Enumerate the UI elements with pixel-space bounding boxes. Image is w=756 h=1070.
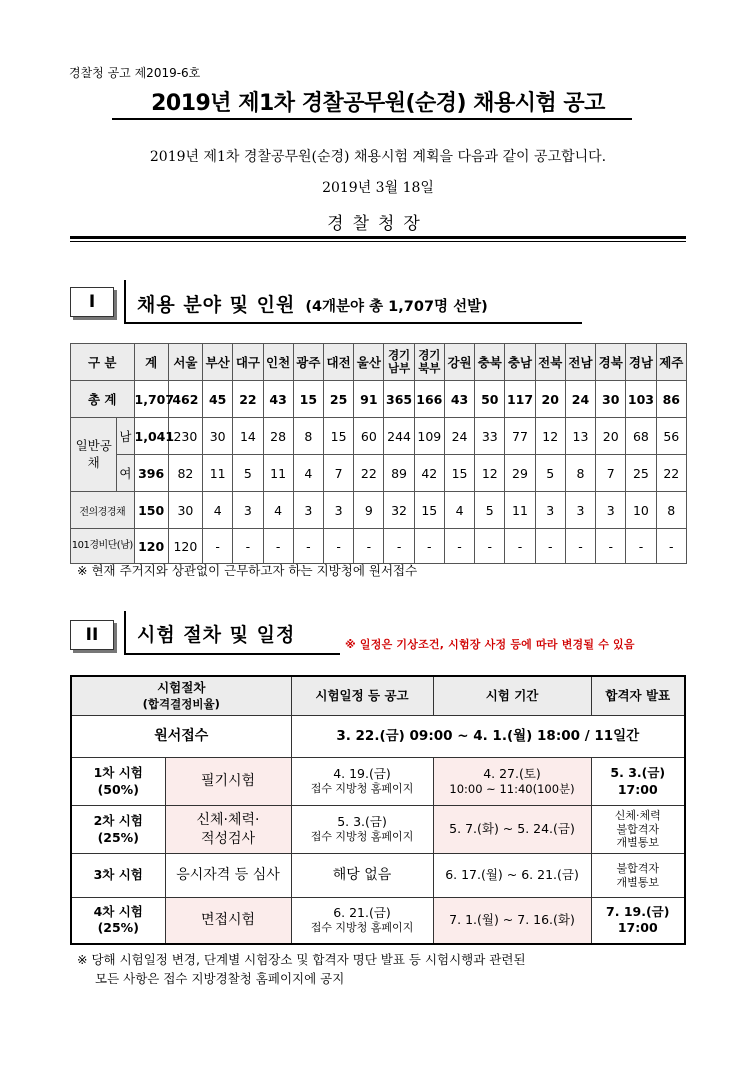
table-cell: - [565, 529, 595, 564]
application-label: 원서접수 [71, 716, 291, 758]
stage-ratio: (50%) [97, 781, 139, 797]
table-header-cell: 부산 [203, 344, 233, 381]
row-total-cell: 1,707 [134, 381, 168, 418]
result-date: 7. 19.(금) [606, 904, 670, 919]
section-subtitle: (4개분야 총 1,707명 선발) [305, 299, 488, 315]
guard101-row [71, 529, 687, 564]
table-header-cell: 시험일정 등 공고 [291, 676, 433, 716]
result-cell [591, 758, 685, 806]
result-line: 신체·체력 [614, 808, 661, 822]
table-cell: 86 [656, 381, 686, 418]
section-title: 시험 절차 및 일정 [137, 624, 296, 646]
notice-cell [291, 758, 433, 806]
table-cell: - [444, 529, 474, 564]
table-cell: 15 [444, 455, 474, 492]
table-cell: 120 [168, 529, 202, 564]
stage-cell [71, 758, 165, 806]
period-cell: 7. 1.(월) ~ 7. 16.(화) [433, 898, 591, 944]
table-cell: 13 [565, 418, 595, 455]
application-period: 3. 22.(금) 09:00 ~ 4. 1.(월) 18:00 / 11일간 [291, 716, 685, 758]
table-cell: 8 [293, 418, 323, 455]
result-time: 17:00 [617, 781, 658, 797]
table-header-cell: 대전 [323, 344, 353, 381]
row-total-cell: 396 [134, 455, 168, 492]
table-header-cell: 구 분 [71, 344, 135, 381]
table-cell: 11 [505, 492, 535, 529]
table-cell: 3 [233, 492, 263, 529]
section-title: 채용 분야 및 인원 [137, 294, 296, 316]
table-cell: 43 [263, 381, 293, 418]
table-header-cell: 시험 기간 [433, 676, 591, 716]
application-note: ※ 현재 주거지와 상관없이 근무하고자 하는 지방청에 원서접수 [77, 563, 418, 578]
table-cell: 462 [168, 381, 202, 418]
table-cell: - [414, 529, 444, 564]
row-total-cell: 1,041 [134, 418, 168, 455]
row-label: 여 [117, 455, 134, 492]
general-recruit-label: 일반공채 [71, 418, 117, 492]
table-header-cell: 충남 [505, 344, 535, 381]
table-header-cell: 울산 [354, 344, 384, 381]
table-cell: 25 [626, 455, 656, 492]
table-cell: 244 [384, 418, 414, 455]
intro-text: 2019년 제1차 경찰공무원(순경) 채용시험 계획을 다음과 같이 공고합니다. [149, 149, 607, 165]
table-cell: 7 [323, 455, 353, 492]
period-cell [433, 758, 591, 806]
table-header-cell: 인천 [263, 344, 293, 381]
notice-date: 4. 19.(금) [333, 766, 391, 782]
result-date: 5. 3.(금) [610, 765, 666, 781]
table-cell: 4 [293, 455, 323, 492]
title-underline [112, 118, 632, 120]
table-cell: 3 [565, 492, 595, 529]
stage-name: 3차 시험 [71, 854, 165, 898]
result-cell [591, 806, 685, 854]
table-cell: 82 [168, 455, 202, 492]
table-cell: 68 [626, 418, 656, 455]
stage-row [71, 758, 685, 806]
table-header-cell: 전북 [535, 344, 565, 381]
table-cell: 3 [293, 492, 323, 529]
table-cell: 32 [384, 492, 414, 529]
table-cell: 30 [203, 418, 233, 455]
table-cell: 3 [323, 492, 353, 529]
table-cell: 109 [414, 418, 444, 455]
table-cell: 14 [233, 418, 263, 455]
table-cell: 91 [354, 381, 384, 418]
table-header-cell: 경기남부 [384, 344, 414, 381]
table-cell: 29 [505, 455, 535, 492]
table-cell: 50 [475, 381, 505, 418]
stage-type [165, 806, 291, 854]
notice-number: 경찰청 공고 제2019-6호 [69, 66, 201, 80]
table-cell: 30 [596, 381, 626, 418]
table-cell: 24 [565, 381, 595, 418]
table-cell: 89 [384, 455, 414, 492]
table-cell: - [656, 529, 686, 564]
table-cell: 12 [475, 455, 505, 492]
table-cell: 166 [414, 381, 444, 418]
note-line: ※ 당해 시험일정 변경, 단계별 시험장소 및 합격자 명단 발표 등 시험시행과 관련된 [77, 952, 526, 967]
stage-cell [71, 898, 165, 944]
table-cell: 3 [535, 492, 565, 529]
table-cell: 5 [233, 455, 263, 492]
stage-type: 면접시험 [165, 898, 291, 944]
result-time: 17:00 [617, 920, 658, 936]
row-label: 남 [117, 418, 134, 455]
table-header-cell: 제주 [656, 344, 686, 381]
divider [70, 236, 686, 239]
section-number-badge: I [70, 287, 114, 317]
table-cell: 103 [626, 381, 656, 418]
stage-cell [71, 806, 165, 854]
table-cell: - [596, 529, 626, 564]
table-cell: 365 [384, 381, 414, 418]
schedule-table [70, 675, 686, 945]
table-cell: 12 [535, 418, 565, 455]
table-header-cell: 서울 [168, 344, 202, 381]
table-cell: 20 [596, 418, 626, 455]
table-cell: 24 [444, 418, 474, 455]
table-header-cell [71, 676, 291, 716]
period-date: 4. 27.(토) [483, 765, 541, 781]
row-label: 총 계 [71, 381, 135, 418]
section-number-badge: II [70, 620, 114, 650]
table-cell: - [626, 529, 656, 564]
table-cell: 22 [656, 455, 686, 492]
table-cell: 45 [203, 381, 233, 418]
table-cell: - [384, 529, 414, 564]
announcement-note [77, 950, 526, 989]
table-cell: 117 [505, 381, 535, 418]
stage-type-line: 신체·체력· [196, 812, 260, 829]
table-cell: - [203, 529, 233, 564]
table-cell: 22 [354, 455, 384, 492]
notice-date: 6. 21.(금) [333, 904, 391, 920]
table-cell: 60 [354, 418, 384, 455]
notice-cell [291, 898, 433, 944]
row-total-cell: 120 [134, 529, 168, 564]
table-cell: - [263, 529, 293, 564]
table-cell: 77 [505, 418, 535, 455]
result-cell [591, 898, 685, 944]
result-line: 개별통보 [616, 875, 660, 889]
row-label: 전의경경채 [71, 492, 135, 529]
stage-name: 4차 시험 [93, 904, 143, 919]
stage-type: 필기시험 [165, 758, 291, 806]
table-cell: - [323, 529, 353, 564]
result-line: 불합격자 [616, 822, 660, 836]
page-title: 2019년 제1차 경찰공무원(순경) 채용시험 공고 [151, 91, 605, 116]
stage-ratio: (25%) [97, 829, 139, 845]
note-line: 모든 사항은 접수 지방경찰청 홈페이지에 공지 [95, 971, 345, 987]
result-line: 불합격자 [616, 861, 660, 875]
row-label: 101경비단(남) [71, 529, 135, 564]
result-cell [591, 854, 685, 898]
table-cell: 15 [323, 418, 353, 455]
notice-place: 접수 지방청 홈페이지 [310, 921, 414, 935]
table-cell: 8 [656, 492, 686, 529]
stage-row [71, 806, 685, 854]
stage-name: 1차 시험 [93, 765, 143, 781]
table-header-cell: 충북 [475, 344, 505, 381]
table-cell: 4 [444, 492, 474, 529]
table-cell: 20 [535, 381, 565, 418]
male-row [71, 418, 687, 455]
table-header-row [71, 676, 685, 716]
total-row [71, 381, 687, 418]
table-cell: - [535, 529, 565, 564]
table-cell: 7 [596, 455, 626, 492]
table-header-cell: 경기북부 [414, 344, 444, 381]
table-cell: 25 [323, 381, 353, 418]
table-cell: 42 [414, 455, 444, 492]
stage-row [71, 898, 685, 944]
stage-row [71, 854, 685, 898]
divider [70, 241, 686, 242]
stage-name: 2차 시험 [93, 813, 143, 829]
issuer: 경찰청장 [327, 214, 429, 234]
notice-cell: 해당 없음 [291, 854, 433, 898]
table-header-cell: 경북 [596, 344, 626, 381]
application-row [71, 716, 685, 758]
table-cell: 43 [444, 381, 474, 418]
table-header-cell: 강원 [444, 344, 474, 381]
stage-ratio: (25%) [97, 920, 139, 936]
table-cell: 22 [233, 381, 263, 418]
period-time: 10:00 ~ 11:40(100분) [449, 782, 575, 797]
period-cell: 6. 17.(월) ~ 6. 21.(금) [433, 854, 591, 898]
table-cell: 10 [626, 492, 656, 529]
stage-type: 응시자격 등 심사 [165, 854, 291, 898]
table-cell: - [233, 529, 263, 564]
notice-place: 접수 지방청 홈페이지 [310, 782, 414, 796]
transfer-row [71, 492, 687, 529]
table-cell: - [475, 529, 505, 564]
period-cell: 5. 7.(화) ~ 5. 24.(금) [433, 806, 591, 854]
table-cell: - [293, 529, 323, 564]
header-text: 시험절차 [157, 680, 206, 696]
table-cell: 5 [475, 492, 505, 529]
table-cell: 15 [414, 492, 444, 529]
result-line: 개별통보 [616, 836, 660, 850]
row-total-cell: 150 [134, 492, 168, 529]
table-header-cell: 계 [134, 344, 168, 381]
table-cell: 15 [293, 381, 323, 418]
section-heading [137, 290, 488, 317]
notice-cell [291, 806, 433, 854]
table-header-cell: 전남 [565, 344, 595, 381]
female-row [71, 455, 687, 492]
table-header-cell: 합격자 발표 [591, 676, 685, 716]
notice-date: 5. 3.(금) [337, 814, 387, 830]
table-cell: 11 [263, 455, 293, 492]
header-subtext: (합격결정비율) [142, 696, 220, 711]
table-cell: 33 [475, 418, 505, 455]
table-cell: 56 [656, 418, 686, 455]
table-cell: 4 [203, 492, 233, 529]
table-cell: - [505, 529, 535, 564]
notice-place: 접수 지방청 홈페이지 [310, 830, 414, 844]
notice-date: 2019년 3월 18일 [322, 180, 434, 196]
table-header-cell: 광주 [293, 344, 323, 381]
table-cell: 28 [263, 418, 293, 455]
table-header-cell: 대구 [233, 344, 263, 381]
table-header-row [71, 344, 687, 381]
table-cell: 9 [354, 492, 384, 529]
table-cell: 11 [203, 455, 233, 492]
table-cell: 4 [263, 492, 293, 529]
stage-type-line: 적성검사 [200, 830, 256, 847]
schedule-warning: ※ 일정은 기상조건, 시험장 사정 등에 따라 변경될 수 있음 [345, 638, 635, 651]
table-cell: - [354, 529, 384, 564]
table-header-cell: 경남 [626, 344, 656, 381]
table-cell: 230 [168, 418, 202, 455]
table-cell: 5 [535, 455, 565, 492]
recruitment-table [70, 343, 687, 564]
table-cell: 30 [168, 492, 202, 529]
table-cell: 8 [565, 455, 595, 492]
table-cell: 3 [596, 492, 626, 529]
